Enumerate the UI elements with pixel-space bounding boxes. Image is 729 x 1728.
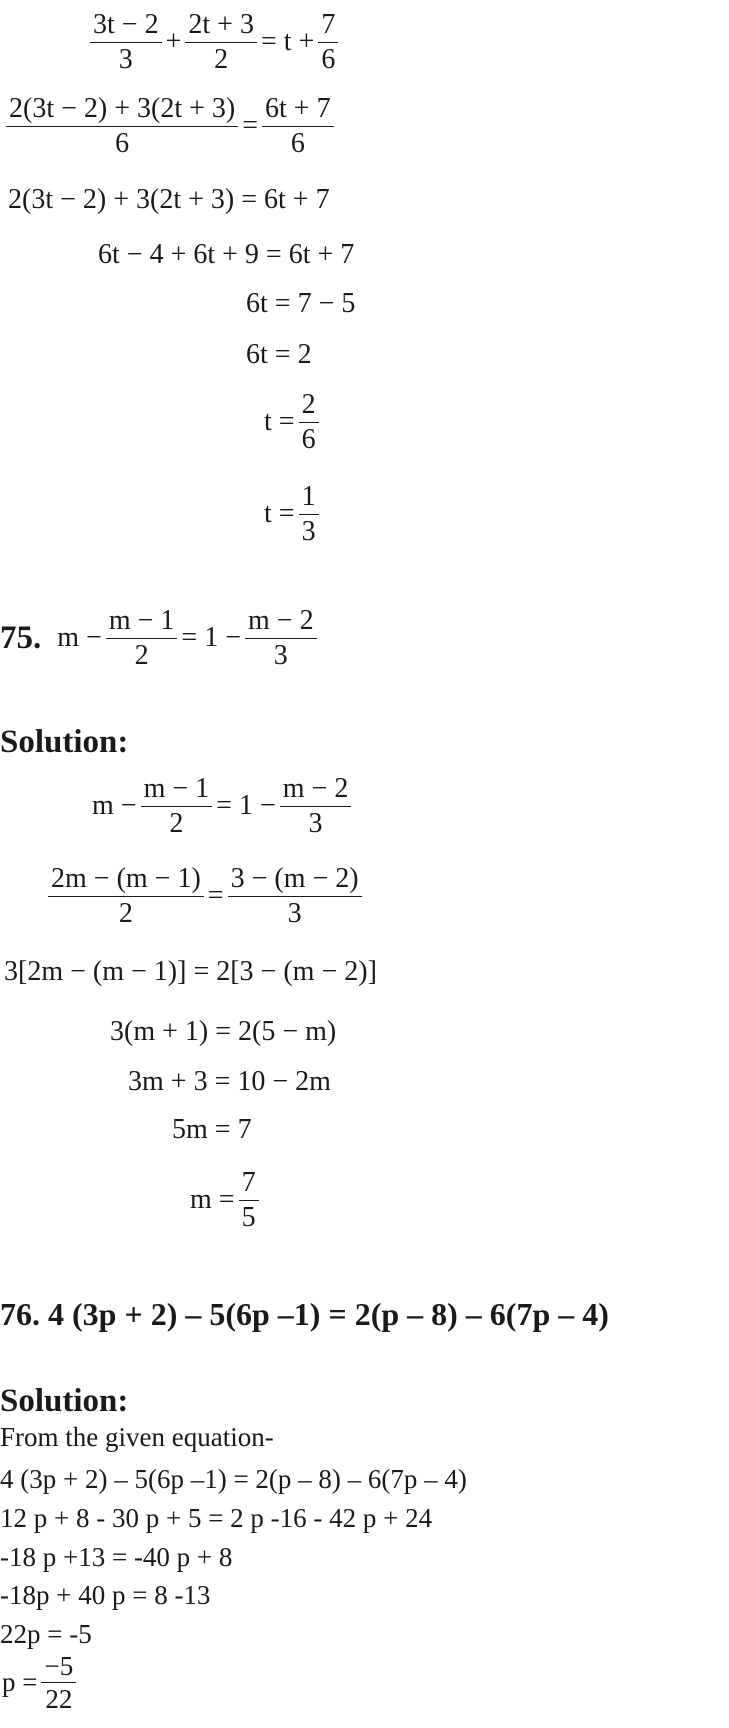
solution-75-line-7 xyxy=(188,1166,261,1234)
solution-75-line-5: 3m + 3 = 10 − 2m xyxy=(128,1066,331,1097)
solution-75-line-4: 3(m + 1) = 2(5 − m) xyxy=(110,1016,337,1047)
numerator: 3t − 2 xyxy=(93,9,159,40)
fraction xyxy=(318,8,338,76)
fraction xyxy=(41,1650,76,1716)
denominator: 6 xyxy=(321,43,336,75)
numerator: m − 2 xyxy=(282,773,349,804)
question-76: 76. 4 (3p + 2) – 5(6p –1) = 2(p – 8) – 6(7p – 4) xyxy=(0,1296,609,1332)
denominator: 3 xyxy=(118,43,133,75)
equation-lhs: t = xyxy=(264,498,295,530)
fraction xyxy=(262,92,334,160)
numerator: 6t + 7 xyxy=(265,93,331,124)
denominator: 6 xyxy=(301,423,316,455)
term: m − xyxy=(57,622,102,654)
question-number: 75. xyxy=(0,619,42,656)
denominator: 2 xyxy=(169,807,184,839)
denominator: 2 xyxy=(118,897,133,929)
numerator: 2m − (m − 1) xyxy=(51,863,201,894)
solution-76-line-6: 22p = -5 xyxy=(0,1619,92,1649)
operator: + xyxy=(165,26,182,58)
solution-76-line-5: -18p + 40 p = 8 -13 xyxy=(0,1580,211,1610)
solution-76-final xyxy=(0,1650,78,1716)
fraction xyxy=(245,604,317,672)
equation-line-2 xyxy=(4,92,336,160)
numerator: −5 xyxy=(44,1651,74,1681)
equation-line-7 xyxy=(262,388,321,456)
solution-76-line-1: From the given equation- xyxy=(0,1422,274,1452)
numerator: 2 xyxy=(301,389,316,420)
equation-lhs: m = xyxy=(190,1184,235,1216)
numerator: m − 1 xyxy=(108,605,175,636)
denominator: 22 xyxy=(45,1684,73,1715)
equation-line-1 xyxy=(88,8,340,76)
fraction xyxy=(48,862,204,930)
fraction xyxy=(299,388,319,456)
numerator: m − 1 xyxy=(143,773,210,804)
denominator: 5 xyxy=(241,1201,256,1233)
solution-heading: Solution: xyxy=(0,1383,129,1419)
denominator: 3 xyxy=(308,807,323,839)
solution-75-line-6: 5m = 7 xyxy=(172,1114,252,1145)
solution-76-line-2: 4 (3p + 2) – 5(6p –1) = 2(p – 8) – 6(7p – 4) xyxy=(0,1464,467,1494)
equation-lhs: p = xyxy=(2,1667,38,1698)
denominator: 3 xyxy=(301,515,316,547)
equation-line-5: 6t = 7 − 5 xyxy=(246,288,356,319)
denominator: 6 xyxy=(290,127,305,159)
numerator: 1 xyxy=(301,481,316,512)
equation-line-6: 6t = 2 xyxy=(246,339,312,370)
fraction xyxy=(228,862,362,930)
solution-75-line-3: 3[2m − (m − 1)] = 2[3 − (m − 2)] xyxy=(4,956,377,987)
fraction xyxy=(280,772,352,840)
fraction xyxy=(299,480,319,548)
numerator: 2(3t − 2) + 3(2t + 3) xyxy=(9,93,236,124)
operator: = xyxy=(207,880,224,912)
fraction xyxy=(90,8,162,76)
solution-76-line-4: -18 p +13 = -40 p + 8 xyxy=(0,1542,233,1572)
fraction xyxy=(239,1166,259,1234)
denominator: 3 xyxy=(273,639,288,671)
denominator: 2 xyxy=(214,43,229,75)
question-75 xyxy=(0,604,319,672)
numerator: m − 2 xyxy=(248,605,314,636)
equation-line-3: 2(3t − 2) + 3(2t + 3) = 6t + 7 xyxy=(8,184,330,215)
equation-line-4: 6t − 4 + 6t + 9 = 6t + 7 xyxy=(98,239,355,270)
fraction xyxy=(106,604,178,672)
fraction xyxy=(185,8,257,76)
denominator: 3 xyxy=(287,897,302,929)
operator: = 1 − xyxy=(181,622,241,654)
numerator: 3 − (m − 2) xyxy=(230,863,359,894)
fraction xyxy=(141,772,213,840)
operator: = t + xyxy=(260,26,315,58)
term: m − xyxy=(92,790,137,822)
solution-heading: Solution: xyxy=(0,724,129,760)
numerator: 7 xyxy=(321,9,336,40)
denominator: 2 xyxy=(134,639,149,671)
equation-lhs: t = xyxy=(264,406,295,438)
operator: = 1 − xyxy=(216,790,276,822)
denominator: 6 xyxy=(115,127,130,159)
solution-75-line-2 xyxy=(46,862,364,930)
numerator: 2t + 3 xyxy=(188,9,254,40)
equation-line-8 xyxy=(262,480,321,548)
solution-75-line-1 xyxy=(90,772,353,840)
operator: = xyxy=(242,110,259,142)
numerator: 7 xyxy=(241,1167,256,1198)
solution-76-line-3: 12 p + 8 - 30 p + 5 = 2 p -16 - 42 p + 24 xyxy=(0,1503,433,1533)
fraction xyxy=(6,92,238,160)
